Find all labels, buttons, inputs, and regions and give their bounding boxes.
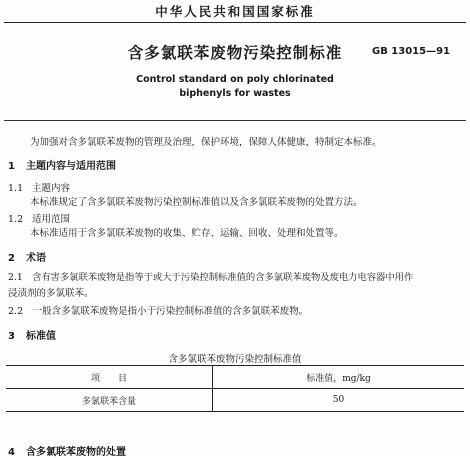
section-2-1-line-1: 2.1 含有害多氯联苯废物是指等于或大于污染控制标准值的含多氯联苯废物及废电力电容器中用作 bbox=[8, 272, 414, 283]
standard-number: GB 13015—91 bbox=[372, 46, 451, 57]
table-header-item: 项 目 bbox=[6, 366, 213, 389]
section-1-1-text: 本标准规定了含多氯联苯废物污染控制标准值以及含多氯联苯废物的处置方法。 bbox=[30, 197, 363, 208]
table-cell-item: 多氯联苯含量 bbox=[6, 389, 213, 412]
section-2-2-text: 2.2 一般含多氯联苯废物是指小于污染控制标准值的含多氯联苯废物。 bbox=[8, 306, 309, 317]
section-title: 标准值 bbox=[26, 331, 56, 342]
section-title: 主题内容与适用范围 bbox=[26, 161, 116, 172]
section-number: 3 bbox=[8, 331, 15, 342]
title-divider bbox=[4, 120, 466, 121]
section-3-heading bbox=[8, 327, 56, 342]
section-2-heading bbox=[8, 249, 46, 264]
section-1-2-heading bbox=[8, 211, 70, 225]
standard-values-table bbox=[6, 365, 464, 412]
section-title: 含多氯联苯废物的处置 bbox=[26, 447, 126, 458]
top-divider bbox=[4, 22, 466, 23]
section-2-1-line-2: 浸渍剂的多氯联苯。 bbox=[8, 288, 94, 299]
english-title-line-1: Control standard on poly chlorinated bbox=[136, 74, 334, 85]
section-title: 主题内容 bbox=[32, 183, 71, 194]
table-header-value: 标准值，mg/kg bbox=[213, 366, 465, 389]
section-number: 2 bbox=[8, 253, 15, 264]
section-title: 适用范围 bbox=[32, 214, 71, 225]
section-number: 4 bbox=[8, 447, 15, 458]
section-number: 1 bbox=[8, 161, 15, 172]
intro-paragraph: 为加强对含多氯联苯废物的管理及治理，保护环境，保障人体健康，特制定本标准。 bbox=[30, 137, 382, 148]
section-1-2-text: 本标准适用于含多氯联苯废物的收集、贮存、运输、回收、处理和处置等。 bbox=[30, 228, 344, 239]
section-1-heading bbox=[8, 157, 116, 172]
document-title: 含多氯联苯废物污染控制标准 bbox=[127, 44, 343, 62]
english-title-line-2: biphenyls for wastes bbox=[179, 88, 291, 99]
section-number: 1.2 bbox=[8, 214, 24, 225]
publisher-header: 中华人民共和国国家标准 bbox=[155, 4, 315, 19]
table-caption: 含多氯联苯废物污染控制标准值 bbox=[168, 354, 302, 365]
table-row bbox=[6, 389, 464, 412]
section-1-1-heading bbox=[8, 180, 70, 194]
table-header-row bbox=[6, 366, 464, 389]
section-number: 1.1 bbox=[8, 183, 24, 194]
section-4-heading bbox=[8, 443, 126, 458]
section-title: 术语 bbox=[26, 253, 46, 264]
table-cell-value: 50 bbox=[213, 389, 465, 412]
